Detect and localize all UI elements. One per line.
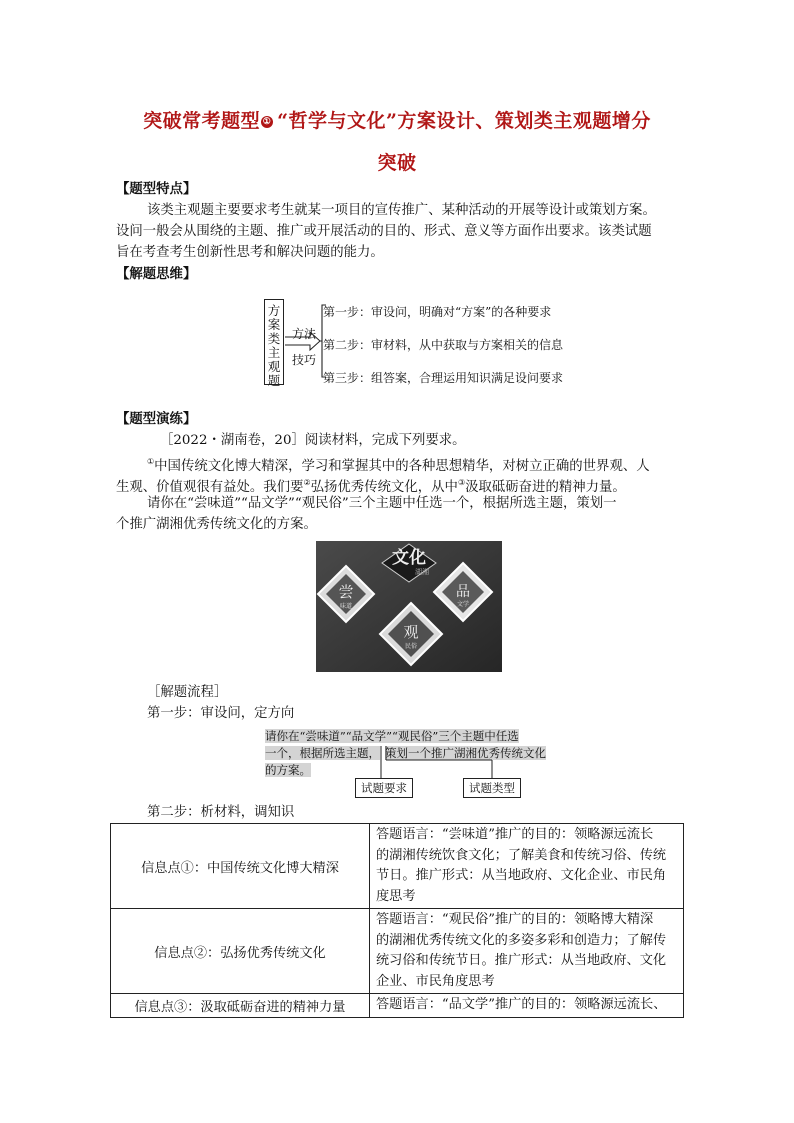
tile-left-char: 尝 (338, 583, 354, 601)
solve-step-2: 第二步：析材料，调知识 (147, 805, 295, 820)
tile-left-sub: 味道 (339, 603, 353, 610)
tag-question-type: 试题类型 (463, 778, 521, 798)
question-line-1: 请你在“尝味道”“品文学”“观民俗”三个主题中任选一个，根据所选主题，策划一 (147, 496, 617, 511)
table-row (111, 994, 684, 1018)
solve-step-1: 第一步：审设问，定方向 (147, 706, 295, 721)
table-row (111, 824, 684, 909)
info-value (370, 994, 684, 1018)
info-key: 信息点③：汲取砥砺奋进的精神力量 (111, 994, 370, 1018)
features-line-3: 旨在考查考生创新性思考和解决问题的能力。 (116, 245, 384, 260)
flow-skill-label: 技巧 (292, 353, 317, 367)
info-key: 信息点②：弘扬优秀传统文化 (111, 909, 370, 994)
features-line-1: 该类主观题主要要求考生就某一项目的宣传推广、某种活动的开展等设计或策划方案。 (147, 203, 656, 218)
info-value-line: 的湖湘传统饮食文化；了解美食和传统习俗、传统 (376, 847, 667, 863)
section-heading-thinking: 【解题思维】 (116, 266, 197, 282)
marker-1: ① (147, 457, 155, 466)
material-text-2a: 生观、价值观很有益处。我们要 (116, 480, 304, 495)
flow-step-1: 第一步：审设问，明确对“方案”的各种要求 (323, 305, 552, 319)
material-text-2b: 弘扬优秀传统文化，从中 (310, 480, 458, 495)
section-heading-features: 【题型特点】 (116, 181, 197, 197)
info-key: 信息点①：中国传统文化博大精深 (111, 824, 370, 909)
info-value-line: 答题语言：“尝味道”推广的目的：领略源远流长 (376, 827, 654, 842)
banner-text: 文化 (392, 548, 426, 568)
highlight-line-2b: 策划一个推广湖湘优秀传统文化 (385, 746, 546, 760)
culture-poster-image (316, 541, 502, 672)
title-badge: ① (262, 117, 272, 127)
info-value-line: 企业、市民角度思考 (376, 973, 495, 989)
section-heading-practice: 【题型演练】 (116, 411, 197, 427)
question-line-2: 个推广湖湘优秀传统文化的方案。 (116, 517, 317, 532)
tile-right-char: 品 (456, 584, 470, 600)
table-row (111, 909, 684, 994)
marker-2: ② (303, 478, 311, 487)
title-prefix: 突破常考题型 (143, 110, 261, 132)
info-table (110, 823, 684, 1018)
title-rest: “哲学与文化”方案设计、策划类主观题增分 (277, 110, 651, 132)
solve-flow-heading: ［解题流程］ (147, 685, 228, 700)
highlight-line-3: 的方案。 (265, 763, 311, 777)
material-text-1: 中国传统文化博大精深，学习和掌握其中的各种思想精华，对树立正确的世界观、人 (154, 459, 650, 474)
info-value-line: 度思考 (376, 888, 416, 904)
info-value-line: 节日。推广形式：从当地政府、文化企业、市民角 (376, 868, 667, 883)
marker-3: ③ (457, 478, 466, 487)
flow-topic-box: 方案类主观题 (264, 299, 284, 385)
flow-step-2: 第二步：审材料，从中获取与方案相关的信息 (323, 338, 564, 352)
banner-sub: 湖湘 (415, 568, 429, 576)
info-value-line: 答题语言：“品文学”推广的目的：领略源远流长、 (376, 997, 667, 1012)
info-value-line: 统习俗和传统节日。推广形式：从当地政府、文化 (376, 953, 667, 968)
question-source: ［2022・湖南卷，20］阅读材料，完成下列要求。 (160, 433, 466, 448)
info-value (370, 909, 684, 994)
features-line-2: 设问一般会从围绕的主题、推广或开展活动的目的、形式、意义等方面作出要求。该类试题 (116, 224, 652, 239)
tile-right-sub: 文学 (456, 601, 470, 608)
info-value (370, 824, 684, 909)
info-value-line: 答题语言：“观民俗”推广的目的：领略博大精深 (376, 912, 654, 927)
flow-step-3: 第三步：组答案，合理运用知识满足设问要求 (323, 371, 564, 385)
tile-bottom-char: 观 (403, 623, 419, 641)
flow-method-label: 方法 (292, 327, 317, 341)
highlight-line-1: 请你在“尝味道”“品文学”“观民俗”三个主题中任选 (265, 729, 519, 743)
tag-question-requirement: 试题要求 (355, 778, 413, 798)
highlight-line-2a: 一个，根据所选主题， (265, 746, 380, 760)
page-title (110, 106, 684, 133)
page-title-line2: 突破 (377, 152, 417, 174)
material-text-2c: 汲取砥砺奋进的精神力量。 (465, 480, 626, 495)
info-value-line: 的湖湘优秀传统文化的多姿多彩和创造力；了解传 (376, 932, 667, 948)
tile-bottom-sub: 民俗 (404, 643, 418, 650)
